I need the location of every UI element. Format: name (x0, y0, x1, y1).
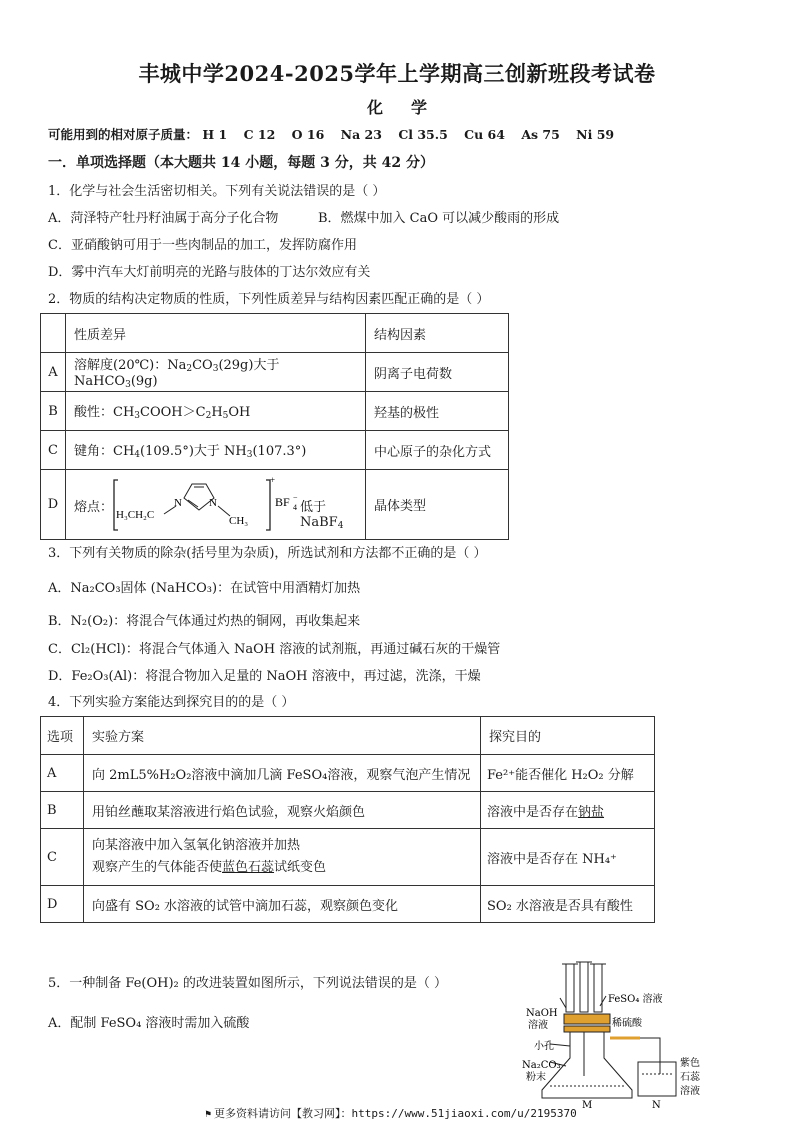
q1-option-d: D．雾中汽车大灯前明亮的光路与肢体的丁达尔效应有关 (48, 265, 371, 280)
table-row (41, 886, 655, 923)
goal-cell: 溶液中是否存在 NH₄⁺ (481, 829, 655, 886)
svg-text:紫色: 紫色 (680, 1058, 700, 1069)
table-header-row (41, 717, 655, 755)
plan-cell: 向盛有 SO₂ 水溶液的试管中滴加石蕊，观察颜色变化 (84, 886, 481, 923)
footer-link[interactable]: ⚑ 更多资料请访问【教习网】：https://www.51jiaoxi.com/u/2195370 (205, 1107, 577, 1120)
mass-item: C 12 (243, 127, 276, 142)
property-cell: 键角：$CH_4(109.5^\circ)$大于 $NH_3(107.3^\circ)$ (66, 431, 366, 470)
svg-text:4: 4 (293, 502, 297, 512)
table-row (41, 392, 509, 431)
factor-cell: 阴离子电荷数 (366, 353, 509, 392)
q1-option-a: A．菏泽特产牡丹籽油属于高分子化合物 (48, 211, 279, 226)
q3-option-b: B．N₂(O₂)：将混合气体通过灼热的铜网，再收集起来 (48, 614, 361, 629)
q1-option-c: C．亚硝酸钠可用于一些肉制品的加工，发挥防腐作用 (48, 238, 357, 253)
option-cell: B (41, 792, 84, 829)
subject-title (0, 95, 794, 118)
goal-cell: SO₂ 水溶液是否具有酸性 (481, 886, 655, 923)
svg-text:石蕊: 石蕊 (680, 1072, 700, 1083)
flag-icon: ⚑ (205, 1109, 212, 1120)
q4-table (40, 716, 655, 923)
goal-cell: 溶液中是否存在钠盐 (481, 792, 655, 829)
option-cell: D (41, 470, 66, 540)
table-row (41, 353, 509, 392)
svg-text:稀硫酸: 稀硫酸 (612, 1018, 642, 1029)
fe-oh2-apparatus-diagram (520, 958, 710, 1108)
mass-item: Cu 64 (464, 127, 505, 142)
svg-text:NaOH: NaOH (526, 1008, 558, 1019)
svg-text:粉末: 粉末 (526, 1072, 546, 1083)
masses-label: 可能用到的相对原子质量： (48, 127, 199, 142)
mass-item: As 75 (521, 127, 560, 142)
q3-option-a: A．Na₂CO₃固体 (NaHCO₃)：在试管中用酒精灯加热 (48, 581, 361, 596)
factor-cell: 羟基的极性 (366, 392, 509, 431)
option-cell: D (41, 886, 84, 923)
page-title: 丰城中学2024-2025学年上学期高三创新班段考试卷 (138, 61, 656, 86)
subject-char: 化 (366, 98, 383, 117)
svg-text:N: N (652, 1100, 661, 1108)
table-row (41, 792, 655, 829)
anion-label: BF (275, 494, 290, 509)
header-cell: 探究目的 (481, 717, 655, 755)
mass-item: H 1 (202, 127, 228, 142)
table-row (41, 431, 509, 470)
option-cell: A (41, 353, 66, 392)
svg-text:溶液: 溶液 (680, 1086, 700, 1097)
q3-option-d: D．Fe₂O₃(Al)：将混合物加入足量的 NaOH 溶液中，再过滤，洗涤，干燥 (48, 669, 481, 684)
atomic-masses (48, 126, 626, 144)
svg-text:FeSO₄ 溶液: FeSO₄ 溶液 (608, 994, 663, 1005)
q2-table (40, 313, 509, 540)
property-cell: 熔点： H₃CH₂C N N CH₃ + BF 4 − 低于 NaBF$_4$ (66, 470, 366, 540)
q2-stem: 2．物质的结构决定物质的性质，下列性质差异与结构因素匹配正确的是（ ） (48, 292, 490, 307)
plan-cell: 向某溶液中加入氢氧化钠溶液并加热 观察产生的气体能否使蓝色石蕊试纸变色 (84, 829, 481, 886)
ethyl-label: H₃CH₂C (116, 508, 155, 521)
mass-item: O 16 (291, 127, 325, 142)
table-row (41, 755, 655, 792)
factor-cell: 晶体类型 (366, 470, 509, 540)
svg-text:+: + (270, 474, 276, 485)
header-cell: 实验方案 (84, 717, 481, 755)
svg-text:Na₂CO₃: Na₂CO₃ (522, 1060, 561, 1071)
svg-text:溶液: 溶液 (528, 1020, 548, 1031)
option-cell: A (41, 755, 84, 792)
option-cell: C (41, 431, 66, 470)
q5-stem: 5．一种制备 Fe(OH)₂ 的改进装置如图所示，下列说法错误的是（ ） (48, 976, 448, 991)
goal-cell: Fe²⁺能否催化 H₂O₂ 分解 (481, 755, 655, 792)
option-cell: C (41, 829, 84, 886)
n-atom: N (174, 496, 182, 509)
property-cell: 溶解度(20℃)：$Na_2CO_3(29g)$大于 NaHCO$_3$(9g) (66, 353, 366, 392)
q4-stem: 4．下列实验方案能达到探究目的的是（ ） (48, 695, 295, 710)
q1-option-b: B．燃煤中加入 CaO 可以减少酸雨的形成 (318, 211, 560, 226)
q5-option-a: A．配制 FeSO₄ 溶液时需加入硫酸 (48, 1016, 250, 1031)
table-row (41, 470, 509, 540)
n-atom: N (209, 496, 217, 509)
factor-cell: 中心原子的杂化方式 (366, 431, 509, 470)
mass-item: Na 23 (340, 127, 382, 142)
mass-item: Cl 35.5 (398, 127, 448, 142)
table-row (41, 829, 655, 886)
svg-text:M: M (582, 1100, 593, 1108)
subject-char: 学 (411, 98, 428, 117)
mass-item: Ni 59 (576, 127, 615, 142)
section-heading: 一．单项选择题（本大题共 14 小题，每题 3 分，共 42 分） (48, 155, 434, 171)
header-cell: 性质差异 (66, 314, 366, 353)
methyl-label: CH₃ (229, 514, 249, 527)
svg-text:−: − (293, 492, 298, 502)
q3-option-c: C．Cl₂(HCl)：将混合气体通入 NaOH 溶液的试剂瓶，再通过碱石灰的干燥管 (48, 642, 501, 657)
q3-stem: 3．下列有关物质的除杂(括号里为杂质)，所选试剂和方法都不正确的是（ ） (48, 546, 487, 561)
q1-stem: 1．化学与社会生活密切相关。下列有关说法错误的是（ ） (48, 184, 386, 199)
plan-cell: 用铂丝蘸取某溶液进行焰色试验，观察火焰颜色 (84, 792, 481, 829)
option-cell: B (41, 392, 66, 431)
header-cell: 选项 (41, 717, 84, 755)
table-header-row (41, 314, 509, 353)
svg-text:小孔: 小孔 (534, 1041, 554, 1052)
header-cell: 结构因素 (366, 314, 509, 353)
imidazolium-structure (112, 474, 322, 536)
plan-cell: 向 2mL5%H₂O₂溶液中滴加几滴 FeSO₄溶液，观察气泡产生情况 (84, 755, 481, 792)
property-cell: 酸性：$CH_3COOH>C_2H_5OH$ (66, 392, 366, 431)
